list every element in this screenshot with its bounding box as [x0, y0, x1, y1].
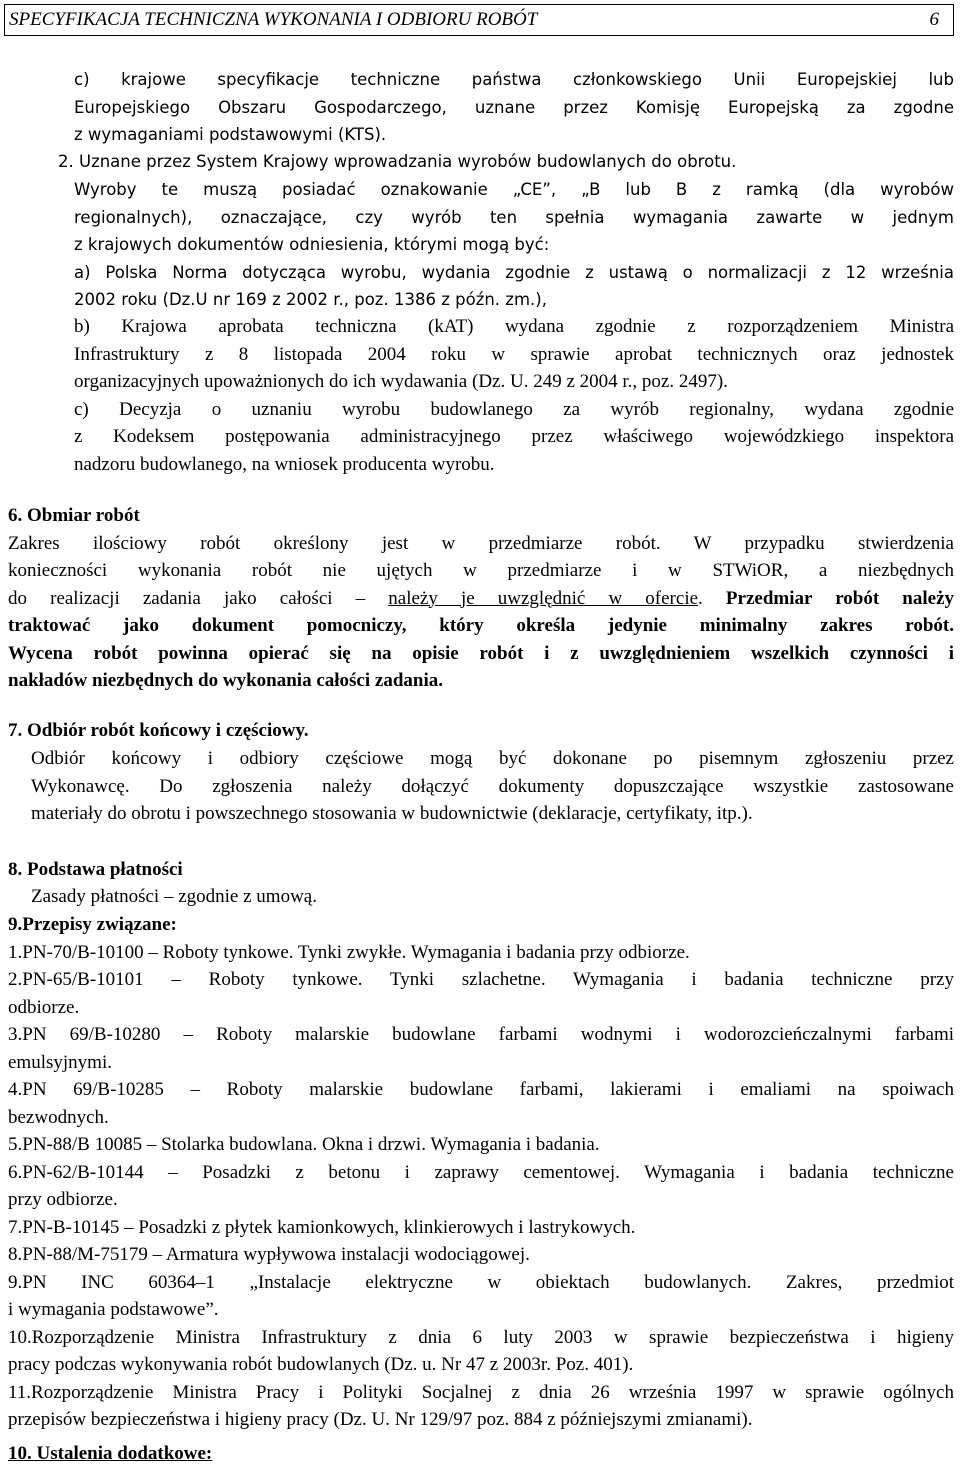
text-line: do realizacji zadania jako całości – należy je uwzględnić w ofercie. Przedmiar robót należy	[8, 587, 955, 609]
section-6	[8, 502, 954, 695]
text-line: Wyroby te muszą posiadać oznakowanie „CE”, „B lub B z ramką (dla wyrobów	[74, 180, 954, 199]
section-9	[8, 911, 954, 1434]
text-line: 8.PN-88/M-75179 – Armatura wypływowa instalacji wodociągowej.	[8, 1244, 530, 1265]
section-7-body	[31, 745, 954, 828]
text-line: przepisów bezpieczeństwa i higieny pracy (Dz. U. Nr 129/97 poz. 884 z późniejszymi zmianami).	[8, 1409, 753, 1430]
text-line: Wykonawcę. Do zgłoszenia należy dołączyć dokumenty dopuszczające wszystkie zastosowane	[31, 775, 954, 797]
text-line: 4.PN 69/B-10285 – Roboty malarskie budowlane farbami, lakierami i emaliami na spoiwach	[8, 1079, 954, 1100]
text-line: Europejskiego Obszaru Gospodarczego, uznane przez Komisję Europejską za zgodne	[74, 97, 954, 117]
page-number: 6	[929, 9, 939, 30]
krajowe-specyfikacje-paragraph	[74, 66, 954, 149]
text-line: 5.PN-88/B 10085 – Stolarka budowlana. Okna i drzwi. Wymagania i badania.	[8, 1134, 600, 1155]
list-item	[8, 1269, 954, 1324]
text-line: 9.PN INC 60364–1 „Instalacje elektryczne w obiektach budowlanych. Zakres, przedmiot	[8, 1271, 954, 1293]
text-span: do realizacji zadania jako całości	[8, 587, 333, 609]
text-line: 2002 roku (Dz.U nr 169 z 2002 r., poz. 1386 z późn. zm.),	[74, 290, 547, 309]
text-line: 7.PN-B-10145 – Posadzki z płytek kamionkowych, klinkierowych i lastrykowych.	[8, 1216, 636, 1238]
text-line: 1.PN-70/B-10100 – Roboty tynkowe. Tynki zwykłe. Wymagania i badania przy odbiorze.	[8, 941, 690, 963]
list-item	[8, 1021, 954, 1076]
document-title: SPECYFIKACJA TECHNICZNA WYKONANIA I ODBIORU ROBÓT	[9, 9, 538, 30]
text-line: Zasady płatności – zgodnie z umową.	[31, 886, 317, 907]
section-heading: 10. Ustalenia dodatkowe:	[8, 1443, 213, 1464]
text-line: c) Decyzja o uznaniu wyrobu budowlanego za wyrób regionalny, wydana zgodnie	[74, 398, 954, 420]
list-item	[8, 966, 954, 1021]
list-item	[8, 1214, 954, 1242]
list-item	[8, 1379, 954, 1434]
section-heading: 9.Przepisy związane:	[8, 914, 177, 935]
point-2-heading	[58, 148, 954, 176]
text-line: c) krajowe specyfikacje techniczne państwa członkowskiego Unii Europejskiej lub	[74, 70, 954, 89]
text-line: organizacyjnych upoważnionych do ich wydawania (Dz. U. 249 z 2004 r., poz. 2497).	[74, 371, 728, 392]
text-line: bezwodnych.	[8, 1106, 109, 1128]
text-line: Infrastruktury z 8 listopada 2004 roku w sprawie aprobat technicznych oraz jednostek	[74, 343, 954, 365]
text-line: 3.PN 69/B-10280 – Roboty malarskie budowlane farbami wodnymi i wodorozcieńczalnymi farbami	[8, 1024, 954, 1045]
text-line: b) Krajowa aprobata techniczna (kAT) wydana zgodnie z rozporządzeniem Ministra	[74, 316, 954, 337]
list-item	[8, 1241, 954, 1269]
section-10	[8, 1440, 954, 1468]
text-line: Zakres ilościowy robót określony jest w przedmiarze robót. W przypadku stwierdzenia	[8, 532, 954, 554]
text-span: .	[698, 587, 703, 609]
bold-text-line: nakładów niezbędnych do wykonania całości zadania.	[8, 670, 443, 691]
section-heading: 6. Obmiar robót	[8, 505, 140, 526]
text-line: z wymaganiami podstawowymi (KTS).	[74, 125, 387, 144]
bold-text-line: traktować jako dokument pomocniczy, który określa jedynie minimalny zakres robót.	[8, 615, 954, 636]
section-8-body	[31, 883, 954, 911]
list-item	[8, 1076, 954, 1131]
text-line: pracy podczas wykonywania robót budowlanych (Dz. u. Nr 47 z 2003r. Poz. 401).	[8, 1354, 634, 1375]
text-line: i wymagania podstawowe”.	[8, 1299, 219, 1320]
list-item	[8, 939, 954, 967]
text-line: emulsyjnymi.	[8, 1051, 112, 1073]
list-item	[8, 1131, 954, 1159]
text-line: a) Polska Norma dotycząca wyrobu, wydania zgodnie z ustawą o normalizacji z 12 września	[74, 262, 954, 282]
underlined-text: należy je uwzględnić w ofercie	[388, 587, 699, 609]
section-heading: 7. Odbiór robót końcowy i częściowy.	[8, 720, 309, 741]
text-line: nadzoru budowlanego, na wniosek producenta wyrobu.	[74, 453, 495, 475]
text-line: z Kodeksem postępowania administracyjnego przez właściwego wojewódzkiego inspektora	[74, 426, 954, 447]
text-line: 11.Rozporządzenie Ministra Pracy i Polityki Socjalnej z dnia 26 września 1997 w sprawie ogólnych	[8, 1381, 954, 1403]
text-line: 2. Uznane przez System Krajowy wprowadzania wyrobów budowlanych do obrotu.	[58, 152, 737, 171]
section-8-heading-wrap	[8, 856, 954, 884]
bold-text-line: Wycena robót powinna opierać się na opisie robót i z uwzględnieniem wszelkich czynności i	[8, 642, 954, 664]
text-line: Odbiór końcowy i odbiory częściowe mogą być dokonane po pisemnym zgłoszeniu przez	[31, 748, 954, 769]
list-item	[8, 1324, 954, 1379]
section-heading: 8. Podstawa płatności	[8, 859, 183, 880]
text-line: regionalnych), oznaczające, czy wyrób ten spełnia wymagania zawarte w jednym	[74, 207, 954, 227]
text-line: 6.PN-62/B-10144 – Posadzki z betonu i zaprawy cementowej. Wymagania i badania techniczne	[8, 1161, 954, 1183]
section-7-heading-wrap	[8, 717, 954, 745]
bold-text: Przedmiar robót należy	[725, 587, 955, 609]
page-header	[4, 4, 954, 36]
text-line: 10.Rozporządzenie Ministra Infrastruktury z dnia 6 luty 2003 w sprawie bezpieczeństwa i higieny	[8, 1326, 954, 1348]
text-line: materiały do obrotu i powszechnego stosowania w budownictwie (deklaracje, certyfikaty, itp.).	[31, 803, 753, 824]
text-line: przy odbiorze.	[8, 1189, 118, 1210]
point-2-body	[74, 176, 954, 314]
point-2-body-serif	[74, 313, 954, 478]
text-line: z krajowych dokumentów odniesienia, którymi mogą być:	[74, 235, 550, 254]
list-item	[8, 1159, 954, 1214]
text-line: 2.PN-65/B-10101 – Roboty tynkowe. Tynki szlachetne. Wymagania i badania techniczne przy	[8, 969, 954, 990]
text-line: konieczności wykonania robót nie ujętych w przedmiarze i w STWiOR, a niezbędnych	[8, 560, 954, 581]
text-line: odbiorze.	[8, 996, 80, 1018]
